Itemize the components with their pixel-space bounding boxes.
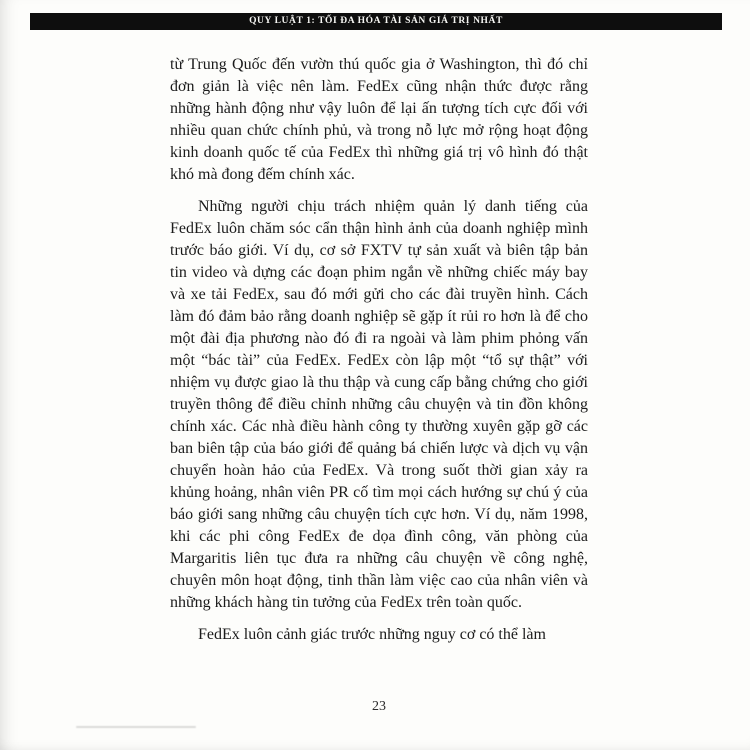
running-header xyxy=(30,13,722,30)
paragraph: từ Trung Quốc đến vườn thú quốc gia ở Washington, thì đó chỉ đơn giản là việc nên làm. FedEx cũng nhận thức được rằng những hành động như vậy luôn để lại ấn tượng tích cực đối với nhiều quan chức chính phủ, và trong nỗ lực mở rộng hoạt động kinh doanh quốc tế của FedEx thì những giá trị vô hình đó thật khó mà đong đếm chính xác. xyxy=(170,56,588,183)
paragraph: Những người chịu trách nhiệm quản lý danh tiếng của FedEx luôn chăm sóc cẩn thận hình ảnh của doanh nghiệp mình trước báo giới. Ví dụ, cơ sở FXTV tự sản xuất và biên tập bản tin video và dựng các đoạn phim ngắn về những chiếc máy bay và xe tải FedEx, sau đó mới gửi cho các đài truyền hình. Cách làm đó đảm bảo rằng doanh nghiệp sẽ gặp ít rủi ro hơn là để cho một đài địa phương nào đó đi ra ngoài và làm phim phỏng vấn một “bác tài” của FedEx. FedEx còn lập một “tổ sự thật” với nhiệm vụ được giao là thu thập và cung cấp bằng chứng cho giới truyền thông để điều chỉnh những câu chuyện và tin đồn không chính xác. Các nhà điều hành công ty thường xuyên gặp gỡ các ban biên tập của báo giới để quảng bá chiến lược và dịch vụ vận chuyển hoàn hảo của FedEx. Và trong suốt thời gian xảy ra khủng hoảng, nhân viên PR cố tìm mọi cách hướng sự chú ý của báo giới sang những câu chuyện tích cực hơn. Ví dụ, năm 1998, khi các phi công FedEx đe dọa đình công, văn phòng của Margaritis liên tục đưa ra những câu chuyện về công nghệ, chuyên môn hoạt động, tinh thần làm việc cao của nhân viên và những khách hàng tin tưởng của FedEx trên toàn quốc. xyxy=(170,198,588,611)
scan-artifact xyxy=(76,726,196,728)
running-header-title: QUY LUẬT 1: TỐI ĐA HÓA TÀI SẢN GIÁ TRỊ NHẤT xyxy=(249,16,503,26)
page-number: 23 xyxy=(372,699,386,714)
page-body xyxy=(170,54,588,646)
paragraph: FedEx luôn cảnh giác trước những nguy cơ có thể làm xyxy=(198,626,546,643)
